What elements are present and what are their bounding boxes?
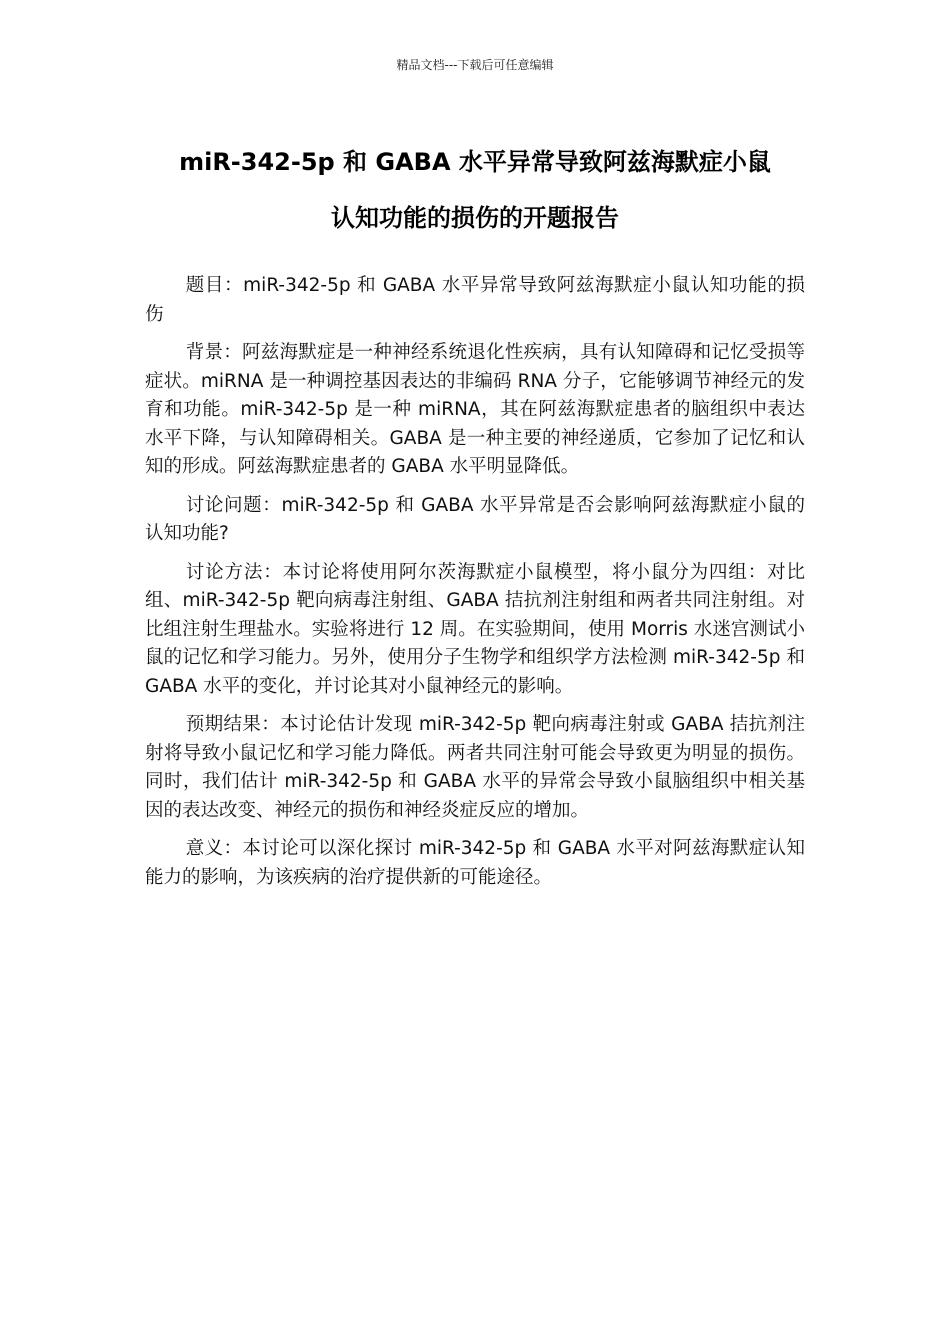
document-title [140,134,810,246]
page-header: 精品文档---下载后可任意编辑 [396,58,554,72]
expected-results-paragraph: 预期结果：本讨论估计发现 miR-342-5p 靶向病毒注射或 GABA 拮抗剂注射将导致小鼠记忆和学习能力降低。两者共同注射可能会导致更为明显的损伤。同时，我们估计 miR-342-5p 和 GABA 水平的异常会导致小鼠脑组织中相关基因的表达改变、神经元的损伤和神经炎症反应的增加。 [145,714,805,821]
background-paragraph: 背景：阿兹海默症是一种神经系统退化性疾病，具有认知障碍和记忆受损等症状。miRNA 是一种调控基因表达的非编码 RNA 分子，它能够调节神经元的发育和功能。miR-342-5p 是一种 miRNA，其在阿兹海默症患者的脑组织中表达水平下降，与认知障碍相关。GABA 是一种主要的神经递质，它参加了记忆和认知的形成。阿兹海默症患者的 GABA 水平明显降低。 [145,342,805,477]
topic-paragraph: 题目：miR-342-5p 和 GABA 水平异常导致阿兹海默症小鼠认知功能的损伤 [145,275,805,325]
title-line-1: miR-342-5p 和 GABA 水平异常导致阿兹海默症小鼠 [179,148,771,176]
document-body [145,272,805,902]
question-paragraph: 讨论问题：miR-342-5p 和 GABA 水平异常是否会影响阿兹海默症小鼠的认知功能? [145,494,805,544]
method-paragraph: 讨论方法：本讨论将使用阿尔茨海默症小鼠模型，将小鼠分为四组：对比组、miR-342-5p 靶向病毒注射组、GABA 拮抗剂注射组和两者共同注射组。对比组注射生理盐水。实验将进行 12 周。在实验期间，使用 Morris 水迷宫测试小鼠的记忆和学习能力。另外，使用分子生物学和组织学方法检测 miR-342-5p 和 GABA 水平的变化，并讨论其对小鼠神经元的影响。 [145,561,805,697]
title-line-2: 认知功能的损伤的开题报告 [331,204,619,232]
significance-paragraph: 意义：本讨论可以深化探讨 miR-342-5p 和 GABA 水平对阿兹海默症认知能力的影响，为该疾病的治疗提供新的可能途径。 [145,838,805,888]
